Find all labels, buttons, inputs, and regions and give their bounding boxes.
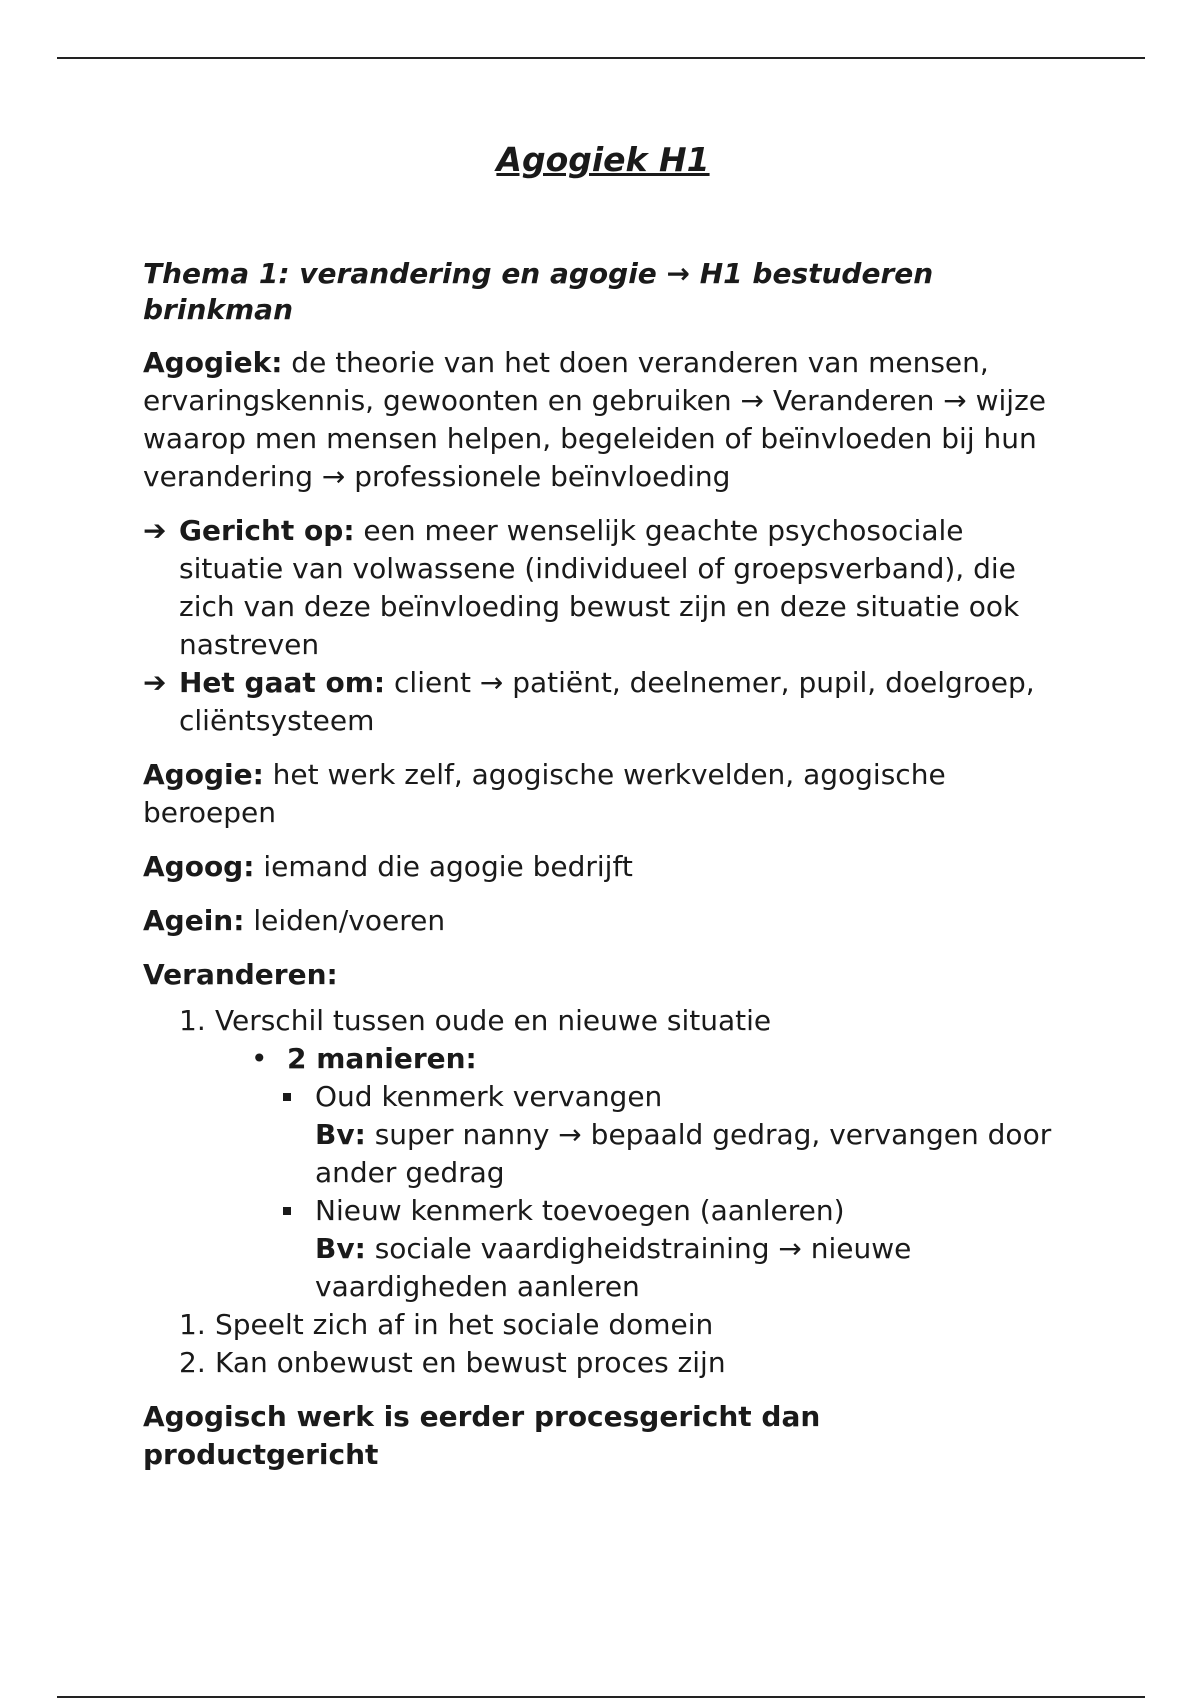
- item-text: Kan onbewust en bewust proces zijn: [215, 1346, 726, 1379]
- list-item: [143, 512, 1063, 664]
- arrow-bullet-icon: ➔: [143, 666, 167, 699]
- list-item: [179, 1002, 1063, 1306]
- example-text: sociale vaardigheidstraining → nieuwe vaardigheden aanleren: [315, 1232, 912, 1303]
- term-label: Agogiek:: [143, 346, 283, 379]
- definition-agogie: [143, 756, 1063, 832]
- veranderen-heading: [143, 956, 1063, 994]
- list-item: [179, 1344, 1063, 1382]
- definition-text: de theorie van het doen veranderen van mensen, ervaringskennis, gewoonten en gebruiken → Veranderen → wijze waarop men mensen helpen, begeleiden of beïnvloeden bij hun verandering → professionele beïnvloeding: [143, 346, 1046, 493]
- bullet-dot-icon: •: [251, 1042, 268, 1075]
- bullet-list: [215, 1040, 1063, 1306]
- definition-agogiek: [143, 344, 1063, 496]
- arrow-bullet-icon: ➔: [143, 514, 167, 547]
- list-number: 2.: [179, 1346, 206, 1379]
- item-text: client → patiënt, deelnemer, pupil, doelgroep, cliëntsysteem: [179, 666, 1035, 737]
- list-number: 1.: [179, 1004, 206, 1037]
- term-label: Agoog:: [143, 850, 255, 883]
- section-heading: Thema 1: verandering en agogie → H1 bestuderen brinkman: [143, 257, 934, 326]
- page-title: Agogiek H1: [496, 140, 710, 179]
- item-text: een meer wenselijk geachte psychosociale situatie van volwassene (individueel of groepsverband), die zich van deze beïnvloeding bewust zijn en deze situatie ook nastreven: [179, 514, 1020, 661]
- list-item: [287, 1192, 1063, 1306]
- term-label: Veranderen:: [143, 958, 338, 991]
- item-text: Nieuw kenmerk toevoegen (aanleren): [315, 1194, 845, 1227]
- definition-text: iemand die agogie bedrijft: [254, 850, 633, 883]
- square-bullet-icon: [283, 1093, 291, 1101]
- square-bullet-list: [287, 1078, 1063, 1306]
- header-rule: [57, 57, 1145, 59]
- arrow-list: [143, 512, 1063, 740]
- list-item: [251, 1040, 1063, 1306]
- list-item: [287, 1078, 1063, 1192]
- conclusion: [143, 1398, 1063, 1474]
- term-label: Agein:: [143, 904, 245, 937]
- square-bullet-icon: [283, 1207, 291, 1215]
- example: [315, 1230, 1063, 1306]
- list-number: 1.: [179, 1308, 206, 1341]
- footer-rule: [57, 1696, 1145, 1698]
- definition-agoog: [143, 848, 1063, 886]
- example-label: Bv:: [315, 1118, 366, 1151]
- term-label: Agogie:: [143, 758, 264, 791]
- item-text: Speelt zich af in het sociale domein: [215, 1308, 714, 1341]
- term-label: Het gaat om:: [179, 666, 386, 699]
- definition-text: het werk zelf, agogische werkvelden, agogische beroepen: [143, 758, 946, 829]
- numbered-list: [179, 1002, 1063, 1382]
- example-text: super nanny → bepaald gedrag, vervangen door ander gedrag: [315, 1118, 1052, 1189]
- definition-text: leiden/voeren: [244, 904, 446, 937]
- example-label: Bv:: [315, 1232, 366, 1265]
- list-item: [143, 664, 1063, 740]
- definition-agein: [143, 902, 1063, 940]
- conclusion-text: Agogisch werk is eerder procesgericht dan productgericht: [143, 1400, 821, 1471]
- document-body: [143, 136, 1063, 1490]
- sub-heading: 2 manieren:: [287, 1042, 477, 1075]
- item-text: Oud kenmerk vervangen: [315, 1080, 663, 1113]
- list-item: [179, 1306, 1063, 1344]
- item-text: Verschil tussen oude en nieuwe situatie: [215, 1004, 772, 1037]
- term-label: Gericht op:: [179, 514, 355, 547]
- example: [315, 1116, 1063, 1192]
